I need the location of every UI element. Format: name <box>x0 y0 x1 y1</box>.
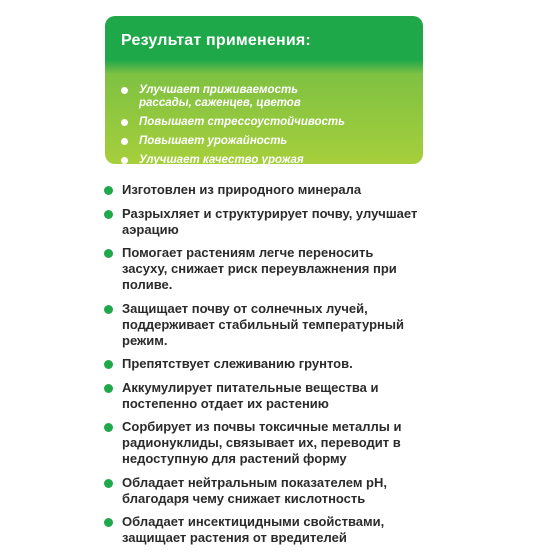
feature-line: благодаря чему снижает кислотность <box>122 490 366 506</box>
feature-line: недоступную для растений форму <box>122 451 347 466</box>
feature-line: защищает растения от вредителей <box>122 530 347 545</box>
feature-item <box>104 245 434 293</box>
feature-item <box>104 182 434 198</box>
bullet-dot-icon <box>121 119 128 126</box>
bullet-dot-icon <box>104 305 113 314</box>
result-item <box>119 135 345 148</box>
bullet-dot-icon <box>104 249 113 258</box>
bullet-dot-icon <box>121 157 128 164</box>
bullet-dot-icon <box>104 423 113 432</box>
result-item <box>119 116 345 129</box>
result-list <box>119 84 345 164</box>
result-item-line: рассады, саженцев, цветов <box>139 97 301 109</box>
result-panel <box>105 16 423 164</box>
result-item-line: Улучшает качество урожая <box>139 154 304 164</box>
bullet-dot-icon <box>104 479 113 488</box>
feature-line: Аккумулирует питательные вещества и <box>122 379 379 395</box>
feature-item <box>104 380 434 412</box>
feature-item <box>104 206 434 238</box>
bullet-dot-icon <box>104 186 113 195</box>
feature-item <box>104 475 434 507</box>
feature-line: Сорбирует из почвы токсичные металлы и <box>122 419 402 434</box>
feature-line: засуху, снижает риск переувлажнения при <box>122 261 397 276</box>
feature-line: Защищает почву от солнечных лучей, <box>122 300 368 316</box>
feature-list <box>104 182 434 554</box>
result-title: Результат применения: <box>121 32 311 49</box>
bullet-dot-icon <box>104 384 113 393</box>
feature-item <box>104 301 434 349</box>
bullet-dot-icon <box>104 518 113 527</box>
bullet-dot-icon <box>104 210 113 219</box>
feature-item <box>104 514 434 546</box>
feature-line: Обладает нейтральным показателем рН, <box>122 474 387 490</box>
feature-line: Препятствует слеживанию грунтов. <box>122 356 353 371</box>
feature-line: режим. <box>122 332 168 348</box>
feature-line: радионуклиды, связывает их, переводит в <box>122 435 401 450</box>
feature-item <box>104 356 434 372</box>
feature-item <box>104 419 434 467</box>
bullet-dot-icon <box>121 87 128 94</box>
result-item-line: Повышает урожайность <box>139 135 288 147</box>
feature-line: аэрацию <box>122 221 179 237</box>
feature-line: Разрыхляет и структурирует почву, улучшает <box>122 205 418 221</box>
bullet-dot-icon <box>104 360 113 369</box>
feature-line: Изготовлен из природного минерала <box>122 182 362 197</box>
feature-line: Помогает растениям легче переносить <box>122 245 374 260</box>
result-item-line: Повышает стрессоустойчивость <box>139 116 345 128</box>
feature-line: поливе. <box>122 277 173 292</box>
result-item <box>119 154 345 164</box>
feature-line: поддерживает стабильный температурный <box>122 316 405 332</box>
result-item-line: Улучшает приживаемость <box>139 84 299 96</box>
result-item <box>119 84 345 110</box>
feature-line: Обладает инсектицидными свойствами, <box>122 514 385 529</box>
bullet-dot-icon <box>121 138 128 145</box>
feature-line: постепенно отдает их растению <box>122 395 329 411</box>
